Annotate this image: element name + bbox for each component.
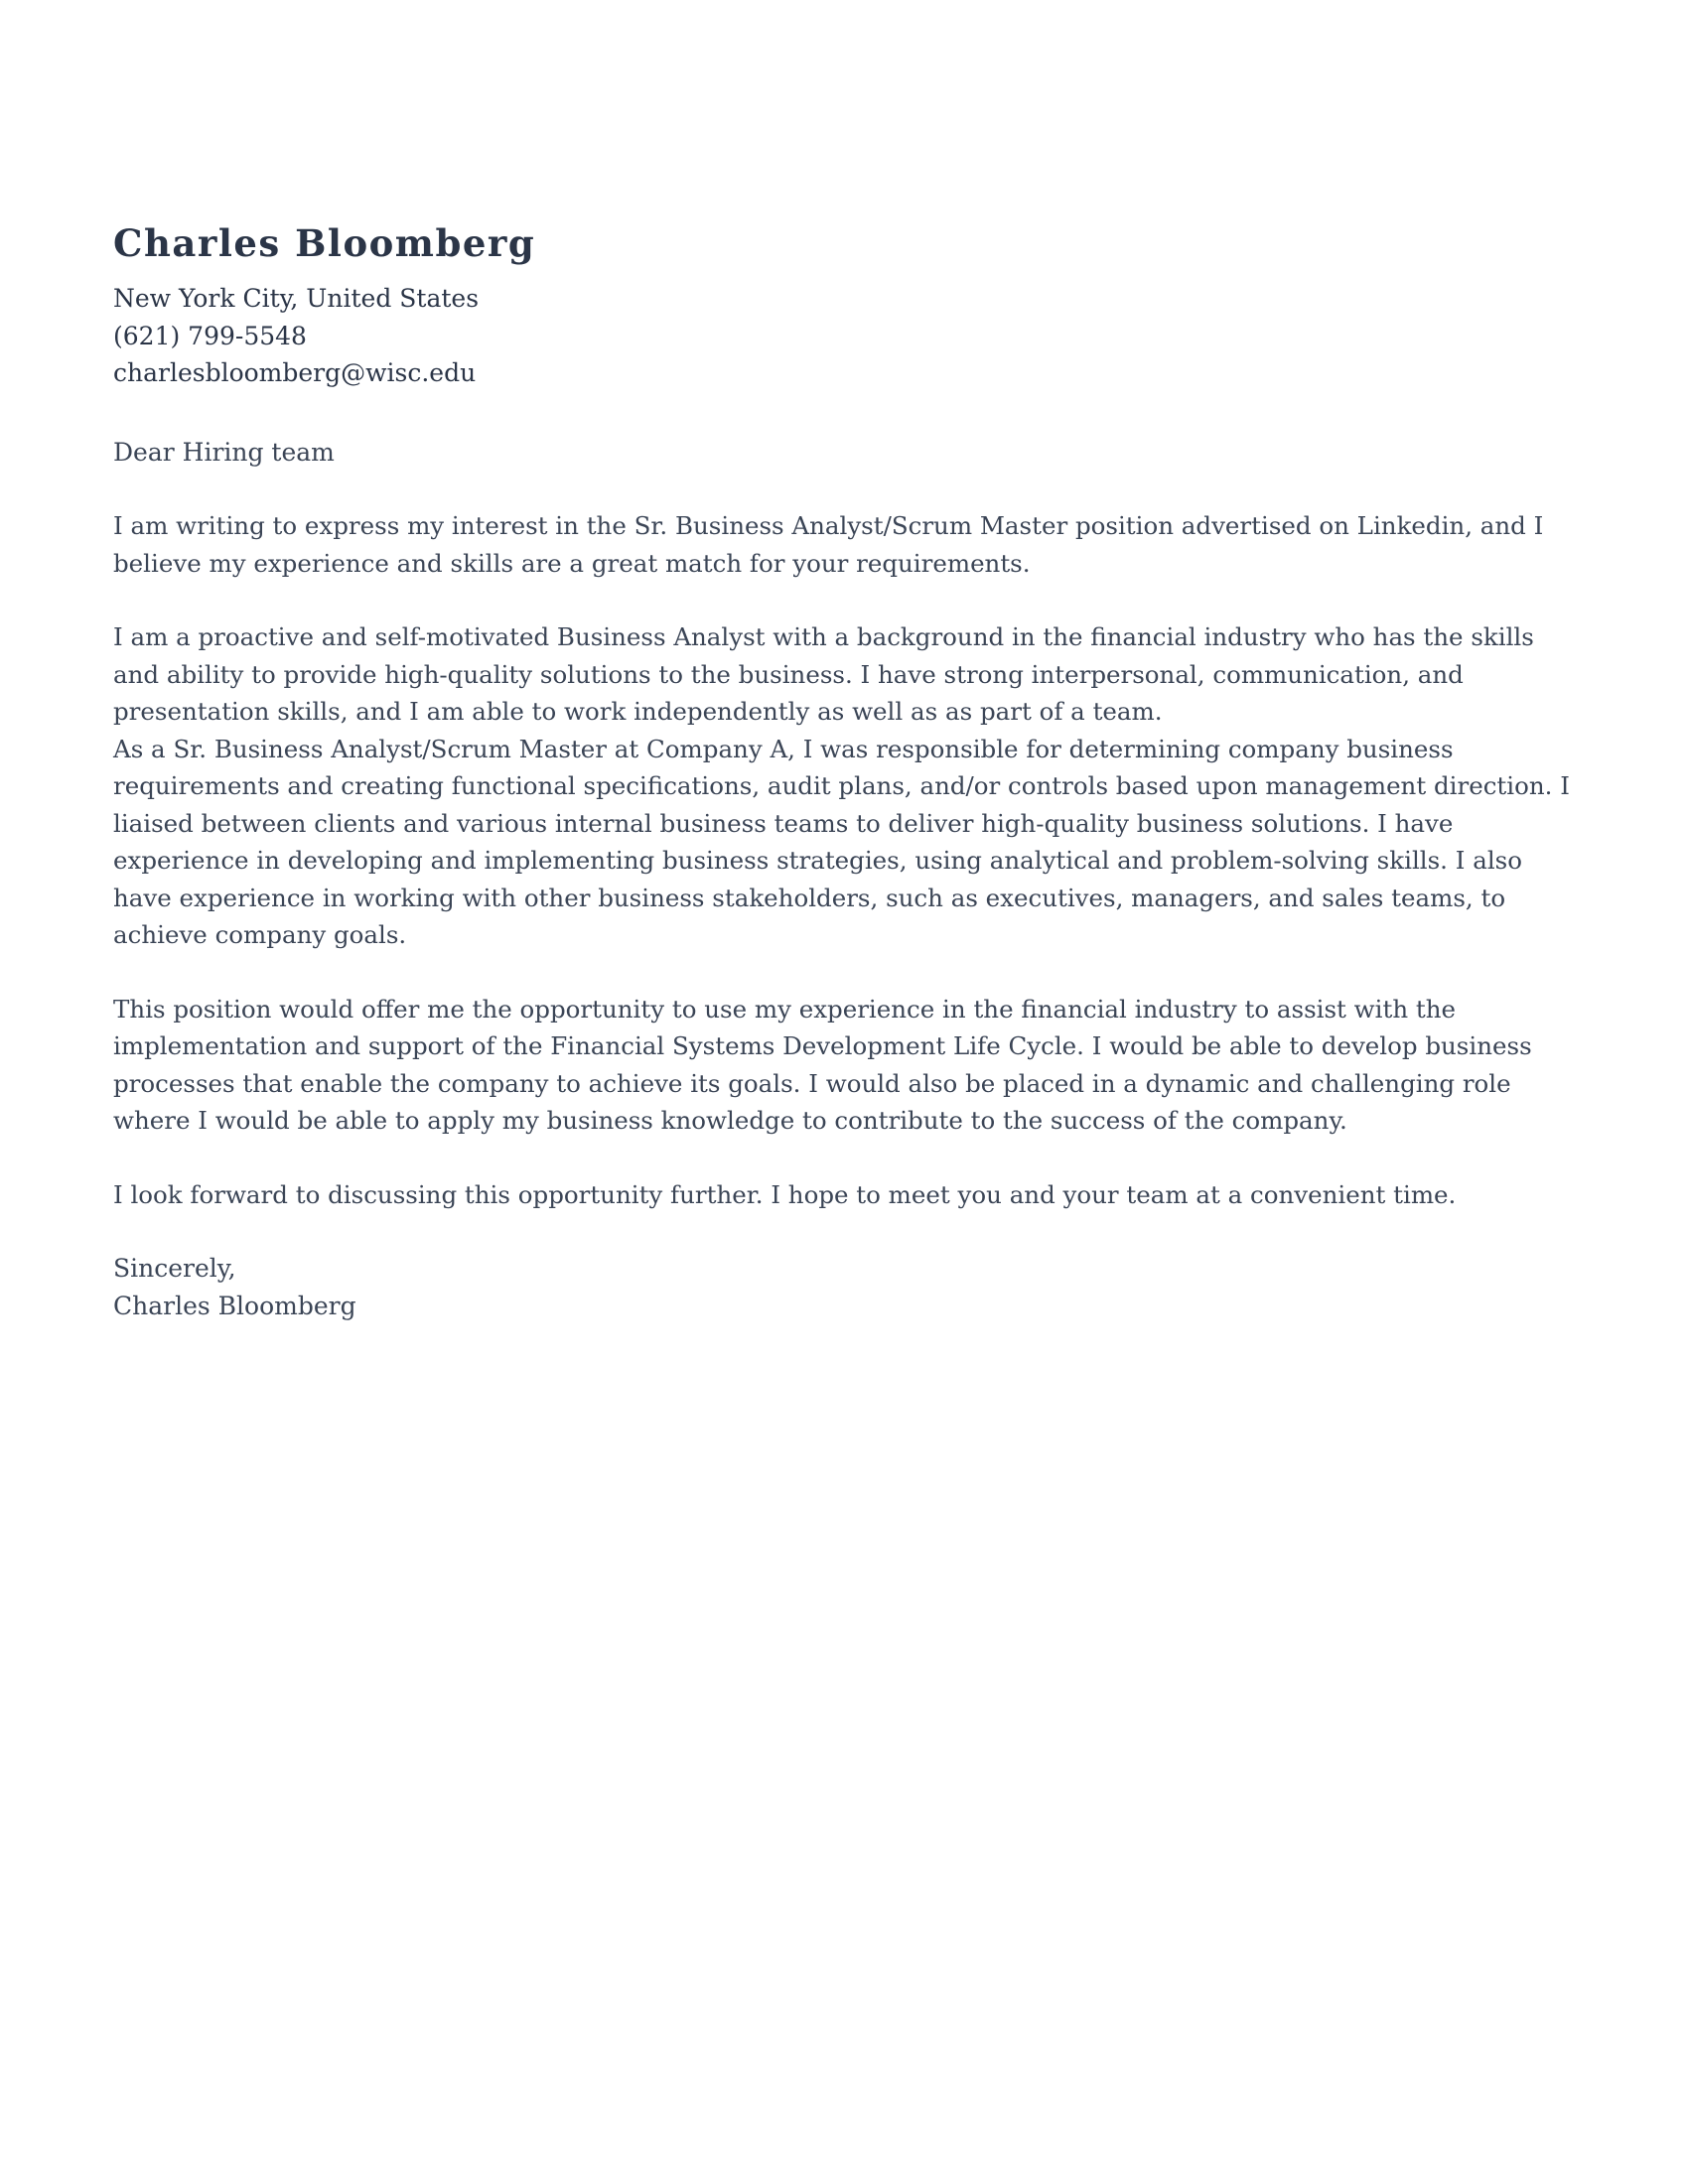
applicant-phone: (621) 799-5548 <box>113 321 307 350</box>
letter-paragraph-intro <box>113 507 1575 582</box>
applicant-email: charlesbloomberg@wisc.edu <box>113 358 477 387</box>
signature-name: Charles Bloomberg <box>113 1291 356 1320</box>
paragraph-text: This position would offer me the opportunity to use my experience in the financial industry to assist with the implementation and support of the Financial Systems Development Life Cycle. I would be able to develop business processes that enable the company to achieve its goals. I would also be placed in a dynamic and challenging role where I would be able to apply my business knowledge to contribute to the success of the company. <box>113 994 1532 1135</box>
letter-paragraph-experience <box>113 731 1575 954</box>
salutation: Dear Hiring team <box>113 437 335 467</box>
letter-paragraph-background <box>113 618 1575 731</box>
paragraph-text: I look forward to discussing this opportunity further. I hope to meet you and your team at a convenient time. <box>113 1179 1457 1209</box>
paragraph-text: I am a proactive and self-motivated Business Analyst with a background in the financial industry who has the skills and ability to provide high-quality solutions to the business. I have strong interpersonal, communication, and presentation skills, and I am able to work independently as well as as part of a team. <box>113 622 1534 726</box>
letter-paragraph-opportunity <box>113 991 1575 1140</box>
applicant-name: Charles Bloomberg <box>113 221 536 265</box>
applicant-location: New York City, United States <box>113 284 480 313</box>
contact-block <box>113 280 1575 392</box>
closing-block <box>113 1250 1575 1324</box>
cover-letter-page <box>113 218 1575 1324</box>
letter-paragraph-followup <box>113 1176 1575 1214</box>
paragraph-text: As a Sr. Business Analyst/Scrum Master at Company A, I was responsible for determining company business requirements and creating functional specifications, audit plans, and/or controls based upon management direction. I liaised between clients and various internal business teams to deliver high-quality business solutions. I have experience in developing and implementing business strategies, using analytical and problem-solving skills. I also have experience in working with other business stakeholders, such as executives, managers, and sales teams, to achieve company goals. <box>113 734 1570 949</box>
closing-phrase: Sincerely, <box>113 1254 236 1283</box>
paragraph-text: I am writing to express my interest in the Sr. Business Analyst/Scrum Master position advertised on Linkedin, and I believe my experience and skills are a great match for your requirements. <box>113 511 1544 578</box>
